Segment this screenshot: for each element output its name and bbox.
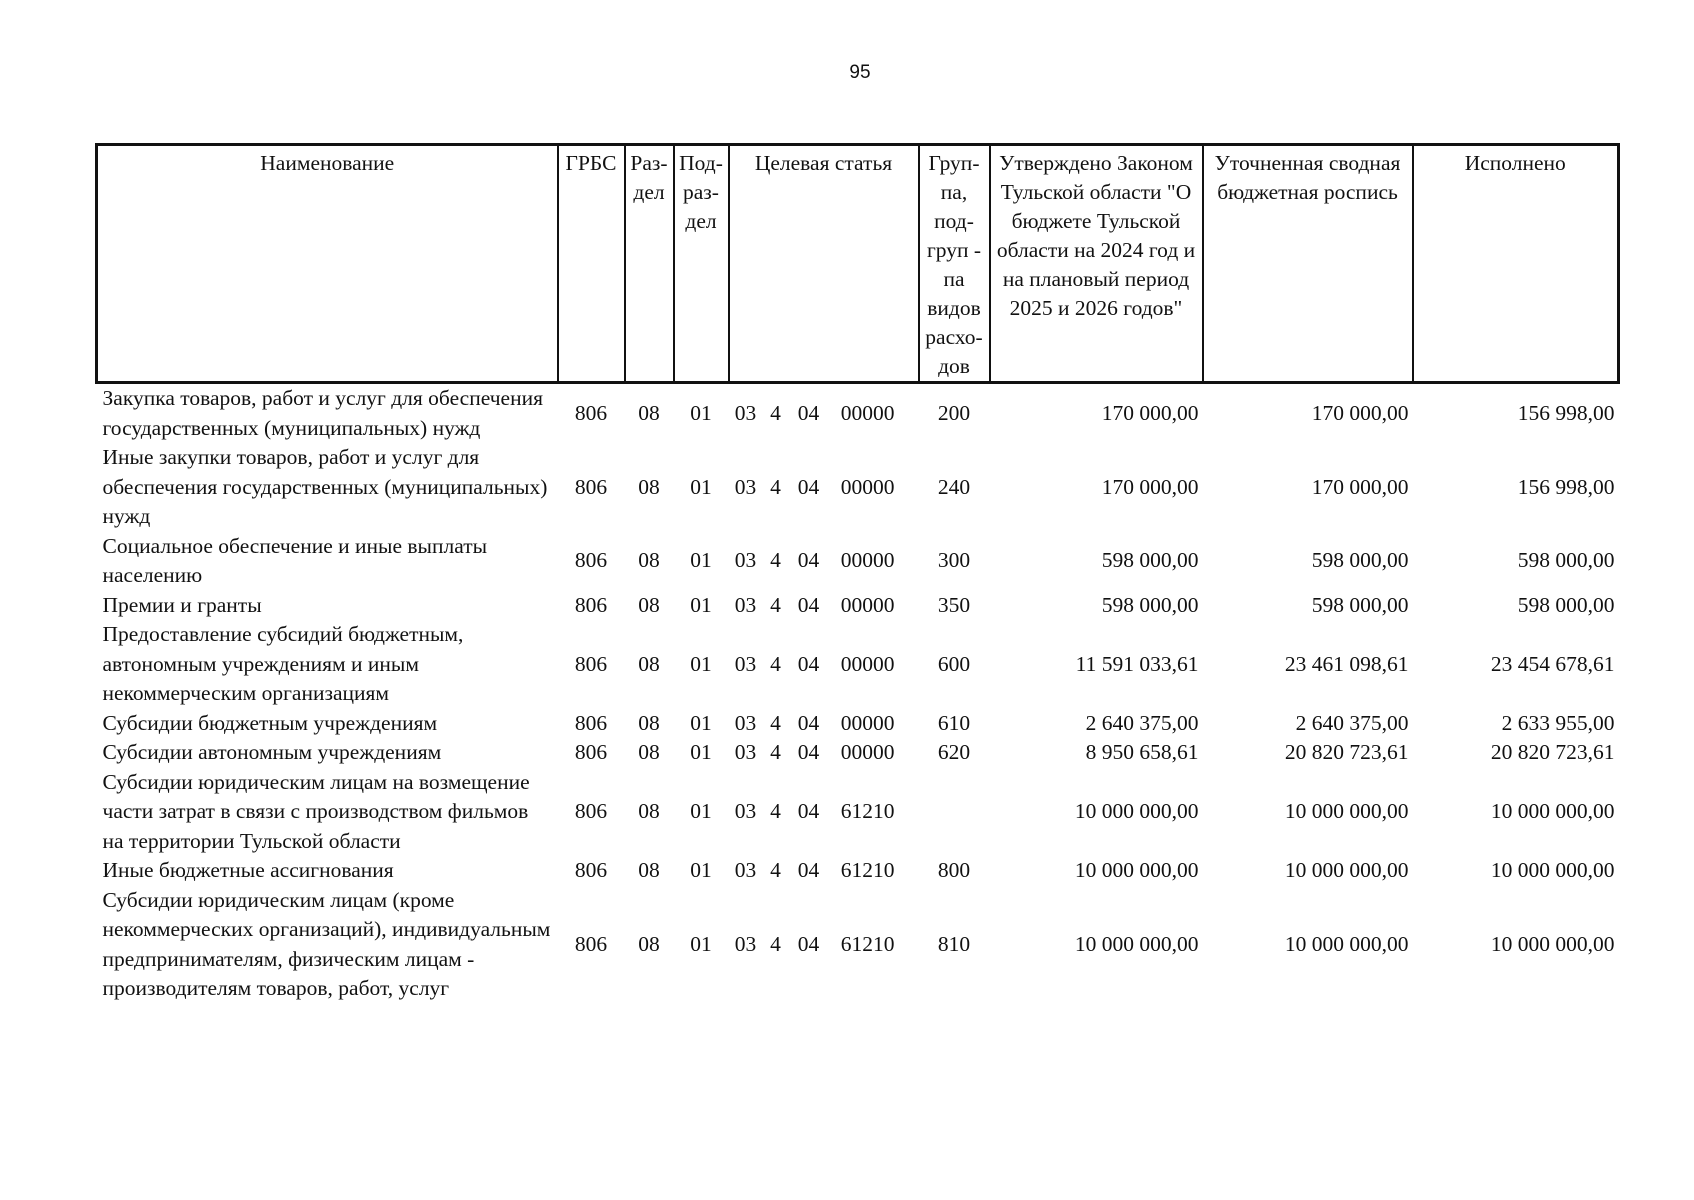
row-refined: 170 000,00 xyxy=(1311,400,1409,425)
target-type: 4 xyxy=(770,799,781,823)
row-target xyxy=(729,768,919,857)
row-name: Закупка товаров, работ и услуг для обеспечения государственных (муниципальных) нужд xyxy=(102,386,543,440)
row-name: Субсидии автономным учреждениям xyxy=(102,740,442,764)
row-refined: 10 000 000,00 xyxy=(1284,931,1409,956)
row-name: Иные бюджетные ассигнования xyxy=(102,858,394,882)
row-executed: 2 633 955,00 xyxy=(1501,710,1615,735)
target-type: 4 xyxy=(770,858,781,882)
target-subprogram: 04 xyxy=(797,931,820,956)
row-refined: 2 640 375,00 xyxy=(1295,710,1409,735)
row-executed: 10 000 000,00 xyxy=(1490,799,1615,823)
target-direction: 00000 xyxy=(840,548,895,573)
target-direction: 61210 xyxy=(840,931,895,956)
row-approved: 11 591 033,61 xyxy=(1075,651,1199,676)
target-program: 03 xyxy=(734,740,757,764)
target-program: 03 xyxy=(734,931,757,956)
target-type: 4 xyxy=(770,474,781,499)
target-program: 03 xyxy=(734,400,757,425)
col-header-podrazdel: Под-раз-дел xyxy=(674,145,729,383)
target-program: 03 xyxy=(734,710,757,735)
col-header-grbs: ГРБС xyxy=(558,145,625,383)
target-subprogram: 04 xyxy=(797,799,820,823)
target-type: 4 xyxy=(770,740,781,764)
row-group xyxy=(919,768,990,857)
row-group: 300 xyxy=(937,548,971,573)
target-direction: 61210 xyxy=(840,858,895,882)
page-number: 95 xyxy=(849,62,871,83)
target-direction: 00000 xyxy=(840,400,895,425)
row-razdel: 08 xyxy=(638,400,660,425)
table-row xyxy=(97,886,1619,1004)
col-header-name: Наименование xyxy=(97,145,558,383)
row-approved: 10 000 000,00 xyxy=(1074,799,1199,823)
row-refined: 598 000,00 xyxy=(1311,548,1409,573)
target-direction: 00000 xyxy=(840,474,895,499)
row-name: Премии и гранты xyxy=(102,592,262,617)
row-podrazdel: 01 xyxy=(690,740,712,764)
row-podrazdel: 01 xyxy=(690,931,712,956)
col-header-refined: Уточненная сводная бюджетная роспись xyxy=(1203,145,1413,383)
row-target xyxy=(729,620,919,709)
row-approved: 10 000 000,00 xyxy=(1074,931,1199,956)
target-subprogram: 04 xyxy=(797,548,820,573)
row-podrazdel: 01 xyxy=(690,474,712,499)
row-grbs: 806 xyxy=(574,400,608,425)
table-row xyxy=(97,709,1619,739)
row-group: 200 xyxy=(937,400,971,425)
row-target xyxy=(729,443,919,532)
table-header-row xyxy=(97,145,1619,383)
target-subprogram: 04 xyxy=(797,592,820,617)
row-executed: 598 000,00 xyxy=(1517,592,1615,617)
row-refined: 23 461 098,61 xyxy=(1284,651,1409,676)
table-row xyxy=(97,768,1619,857)
row-name: Субсидии бюджетным учреждениям xyxy=(102,710,438,735)
row-approved: 8 950 658,61 xyxy=(1085,740,1199,764)
target-subprogram: 04 xyxy=(797,858,820,882)
table-row xyxy=(97,856,1619,886)
target-program: 03 xyxy=(734,474,757,499)
col-header-executed: Исполнено xyxy=(1413,145,1619,383)
row-podrazdel: 01 xyxy=(690,710,712,735)
row-grbs: 806 xyxy=(574,858,608,882)
row-name: Субсидии юридическим лицам на возмещение части затрат в связи с производством фильмов на территории Тульской области xyxy=(102,769,530,853)
row-approved: 170 000,00 xyxy=(1101,474,1199,499)
row-podrazdel: 01 xyxy=(690,858,712,882)
row-target xyxy=(729,383,919,444)
row-approved: 598 000,00 xyxy=(1101,592,1199,617)
row-executed: 23 454 678,61 xyxy=(1490,651,1615,676)
col-header-target: Целевая статья xyxy=(729,145,919,383)
target-program: 03 xyxy=(734,548,757,573)
table-row xyxy=(97,383,1619,444)
target-program: 03 xyxy=(734,799,757,823)
row-executed: 20 820 723,61 xyxy=(1490,740,1615,764)
row-grbs: 806 xyxy=(574,799,608,823)
row-approved: 598 000,00 xyxy=(1101,548,1199,573)
row-grbs: 806 xyxy=(574,740,608,764)
row-approved: 10 000 000,00 xyxy=(1074,858,1199,882)
row-refined: 10 000 000,00 xyxy=(1284,799,1409,823)
table-row xyxy=(97,532,1619,591)
target-program: 03 xyxy=(734,858,757,882)
row-refined: 20 820 723,61 xyxy=(1284,740,1409,764)
row-razdel: 08 xyxy=(638,858,660,882)
row-executed: 10 000 000,00 xyxy=(1490,858,1615,882)
row-approved: 170 000,00 xyxy=(1101,400,1199,425)
row-executed: 10 000 000,00 xyxy=(1490,931,1615,956)
target-subprogram: 04 xyxy=(797,740,820,764)
row-podrazdel: 01 xyxy=(690,592,712,617)
target-type: 4 xyxy=(770,651,781,676)
row-podrazdel: 01 xyxy=(690,799,712,823)
row-group: 620 xyxy=(937,740,971,764)
row-refined: 598 000,00 xyxy=(1311,592,1409,617)
row-razdel: 08 xyxy=(638,474,660,499)
row-target xyxy=(729,532,919,591)
table-row xyxy=(97,443,1619,532)
row-target xyxy=(729,856,919,886)
row-grbs: 806 xyxy=(574,548,608,573)
target-subprogram: 04 xyxy=(797,651,820,676)
target-direction: 00000 xyxy=(840,592,895,617)
row-refined: 170 000,00 xyxy=(1311,474,1409,499)
row-grbs: 806 xyxy=(574,651,608,676)
row-approved: 2 640 375,00 xyxy=(1085,710,1199,735)
row-group: 240 xyxy=(937,474,971,499)
row-grbs: 806 xyxy=(574,710,608,735)
budget-table xyxy=(95,143,1620,1004)
table-row xyxy=(97,620,1619,709)
row-refined: 10 000 000,00 xyxy=(1284,858,1409,882)
target-type: 4 xyxy=(770,400,781,425)
target-type: 4 xyxy=(770,931,781,956)
row-target xyxy=(729,591,919,621)
row-group: 350 xyxy=(937,592,971,617)
table-row xyxy=(97,738,1619,768)
col-header-razdel: Раз-дел xyxy=(625,145,674,383)
row-podrazdel: 01 xyxy=(690,400,712,425)
row-razdel: 08 xyxy=(638,931,660,956)
target-subprogram: 04 xyxy=(797,474,820,499)
row-podrazdel: 01 xyxy=(690,548,712,573)
row-executed: 598 000,00 xyxy=(1517,548,1615,573)
target-type: 4 xyxy=(770,710,781,735)
row-target xyxy=(729,709,919,739)
table-row xyxy=(97,591,1619,621)
row-razdel: 08 xyxy=(638,740,660,764)
row-razdel: 08 xyxy=(638,799,660,823)
target-subprogram: 04 xyxy=(797,710,820,735)
row-grbs: 806 xyxy=(574,474,608,499)
row-name: Социальное обеспечение и иные выплаты населению xyxy=(102,533,488,587)
row-target xyxy=(729,886,919,1004)
target-direction: 00000 xyxy=(840,710,895,735)
row-razdel: 08 xyxy=(638,592,660,617)
row-group: 800 xyxy=(937,858,971,882)
target-subprogram: 04 xyxy=(797,400,820,425)
target-program: 03 xyxy=(734,651,757,676)
row-executed: 156 998,00 xyxy=(1517,400,1615,425)
target-type: 4 xyxy=(770,592,781,617)
target-type: 4 xyxy=(770,548,781,573)
row-razdel: 08 xyxy=(638,710,660,735)
row-group: 610 xyxy=(937,710,971,735)
target-direction: 61210 xyxy=(840,799,895,823)
row-group: 810 xyxy=(937,931,971,956)
col-header-approved: Утверждено Законом Тульской области "О бюджете Тульской области на 2024 год и на плановый период 2025 и 2026 годов" xyxy=(990,145,1203,383)
target-program: 03 xyxy=(734,592,757,617)
row-name: Предоставление субсидий бюджетным, автономным учреждениям и иным некоммерческим организациям xyxy=(102,622,464,705)
row-name: Субсидии юридическим лицам (кроме некоммерческих организаций), индивидуальным предпринимателям, физическим лицам - производителям товаров, работ, услуг xyxy=(102,887,551,1000)
row-razdel: 08 xyxy=(638,548,660,573)
target-direction: 00000 xyxy=(840,651,895,676)
row-group: 600 xyxy=(937,651,971,676)
col-header-group: Груп-па, под-груп - па видов расхо-дов xyxy=(919,145,990,383)
row-podrazdel: 01 xyxy=(690,651,712,676)
row-executed: 156 998,00 xyxy=(1517,474,1615,499)
row-target xyxy=(729,738,919,768)
row-razdel: 08 xyxy=(638,651,660,676)
row-grbs: 806 xyxy=(574,592,608,617)
row-grbs: 806 xyxy=(574,931,608,956)
row-name: Иные закупки товаров, работ и услуг для обеспечения государственных (муниципальных) нужд xyxy=(102,445,548,528)
target-direction: 00000 xyxy=(840,740,895,764)
